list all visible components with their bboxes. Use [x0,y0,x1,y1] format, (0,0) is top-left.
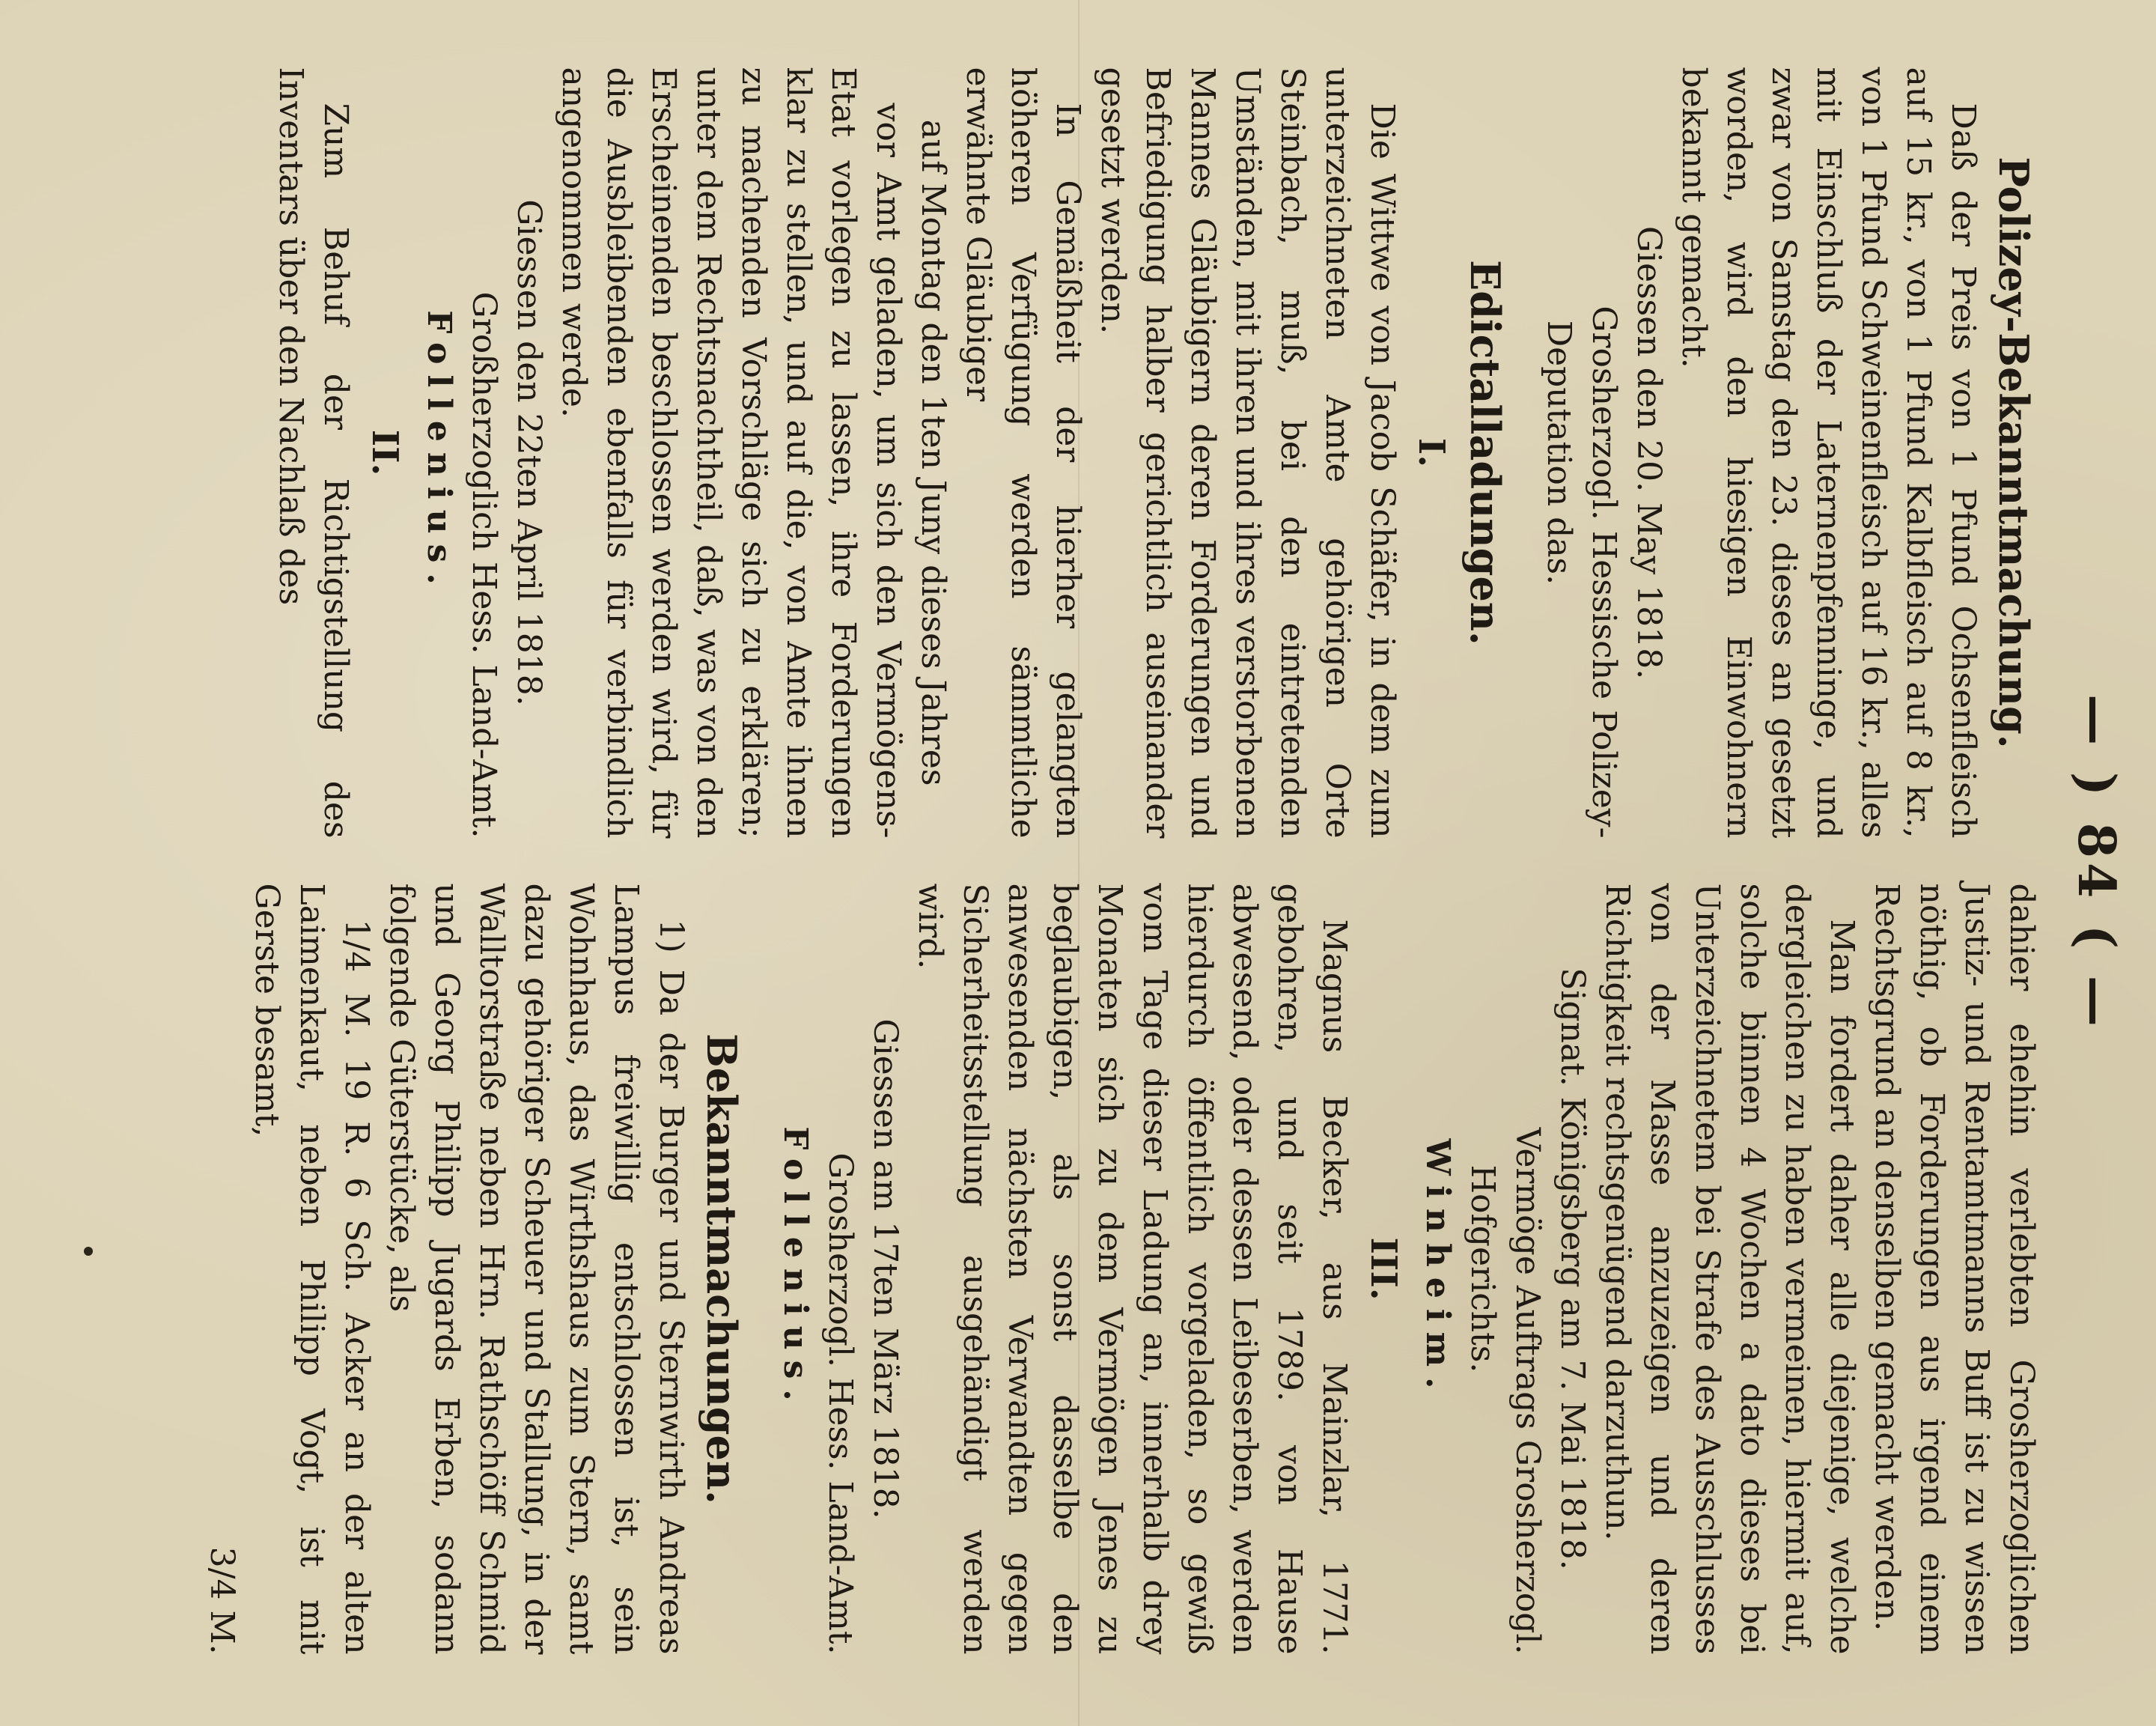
edict-2-signature-2: Hofgerichts. [1464,1164,1502,1373]
edict-3-date: Giessen am 17ten März 1818. [866,1018,904,1519]
edict-2-signature-3: Winheim. [1419,1138,1457,1400]
edict-2-date: Signat. Königsberg am 7. Mai 1818. [1553,967,1592,1570]
announcement-1-next-item: 3/4 M. [203,1546,241,1655]
page-header [2066,0,2126,1726]
edict-3-paragraph-1: Magnus Becker, aus Mainzlar, 1771. gebohren, und seit 1789. von Hause abwesend, oder dessen Leibeserben, werden hierdurch öffentlich vorgeladen, so gewiß vom Tage dieser Ladung an, innerhalb drey Monaten sich zu dem Vermögen Jenes zu beglaubigen, als sonst dasselbe den anwesenden nächsten Verwandten gegen Sicherheitsstellung ausgehändigt werden wird. [911,883,1353,1655]
edict-1-date-line: auf Montag den 1ten Juny dieses Jahres [914,119,952,786]
page-number: — ) 84 ( — [2066,694,2126,1031]
edict-3-signature-2: Follenius. [776,1126,814,1412]
right-column [22,884,2044,1655]
edict-2-signature-1: Vermöge Auftrags Grosherzogl. [1508,1127,1547,1655]
announcement-1-paragraph-1: 1) Da der Burger und Sternwirth Andreas Lampus freiwillig entschlossen ist, sein Wohnhaus, das Wirthshaus zum Stern, samt dazu gehöriger Scheuer und Stallung, in der Walltorstraße neben Hrn. Rathschöff Schmid und Georg Philipp Jugards Erben, sodann folgende Güterstücke, als [383,883,690,1655]
left-column [22,67,2044,839]
edict-1-paragraph-1: Die Wittwe von Jacob Schäfer, in dem zum unterzeichneten Amte gehörigen Orte Steinbach, muß, bei den eintretenden Umständen, mit ihren und ihres verstorbenen Mannes Gläubigern deren Forderungen und Befriedigung halber gerichtlich auseinander gesetzt werden. [1094,67,1401,839]
edict-2-paragraph-1: Zum Behuf der Richtigstellung des Inventars über den Nachlaß des [272,67,355,839]
edict-1-paragraph-2: In Gemäßheit der hierher gelangten höheren Verfügung werden sämmtliche erwähnte Gläubiger [959,67,1087,839]
announcements-title: Bekanntmachungen. [698,1033,746,1504]
edict-number-3: III. [1362,1237,1404,1301]
edict-number-2: II. [364,429,406,476]
edict-1-signature-1: Großherzoglich Hess. Land-Amt. [465,291,503,839]
police-notice-text: Daß der Preis von 1 Pfund Ochsenfleisch auf 15 kr., von 1 Pfund Kalbfleisch auf 8 kr., von 1 Pfund Schweinenfleisch auf 16 kr., alles mit Einschluß der Laternenpfenninge, und zwar von Samstag den 23. dieses an gesetzt worden, wird den hiesigen Einwohnern bekannt gemacht. [1675,67,1982,839]
edict-2-paragraph-2: Man fordert daher alle diejenige, welche dergleichen zu haben vermeinen, hiermit auf, solche binnen 4 Wochen a dato dieses bei Unterzeichnetem bei Strafe des Ausschlusses von der Masse anzuzeigen und deren Richtigkeit rechtsgenügend darzuthun. [1598,883,1861,1655]
edict-2-continuation: dahier ehehin verlebten Grosherzoglichen Justiz- und Rentamtmanns Buff ist zu wissen nöthig, ob Forderungen aus irgend einem Rechtsgrund an denselben gemacht werden. [1868,883,2041,1655]
police-notice-signature-1: Grosherzogl. Hessische Polizey- [1585,306,1623,839]
edict-number-1: I. [1410,437,1452,468]
edict-summons-title: Edictalladungen. [1461,260,1509,645]
edict-1-paragraph-3: vor Amt geladen, um sich den Vermögens-Etat vorlegen zu lassen, ihre Forderungen klar zu stellen, und auf die, von Amte ihnen zu machenden Vorschläge sich zu erklären; unter dem Rechtsnachtheil, daß, was von den Erscheinenden beschlossen werden wird, für die Ausbleibenden ebenfalls für verbindlich angenommen werde. [555,67,907,839]
edict-3-signature-1: Grosherzogl. Hess. Land-Amt. [821,1152,859,1655]
police-notice-date: Giessen den 20. May 1818. [1630,225,1668,680]
police-notice-title: Polizey-Bekanntmachung. [1990,157,2038,749]
edict-1-signature-2: Follenius. [420,310,458,595]
announcement-1-item: 1/4 M. 19 R. 6 Sch. Acker an der alten Laimenkaut, neben Philipp Vogt, ist mit Gerste besamt, [248,883,376,1655]
police-notice-signature-2: Deputation das. [1540,320,1578,586]
edict-1-date: Giessen den 22ten April 1818. [510,199,548,706]
